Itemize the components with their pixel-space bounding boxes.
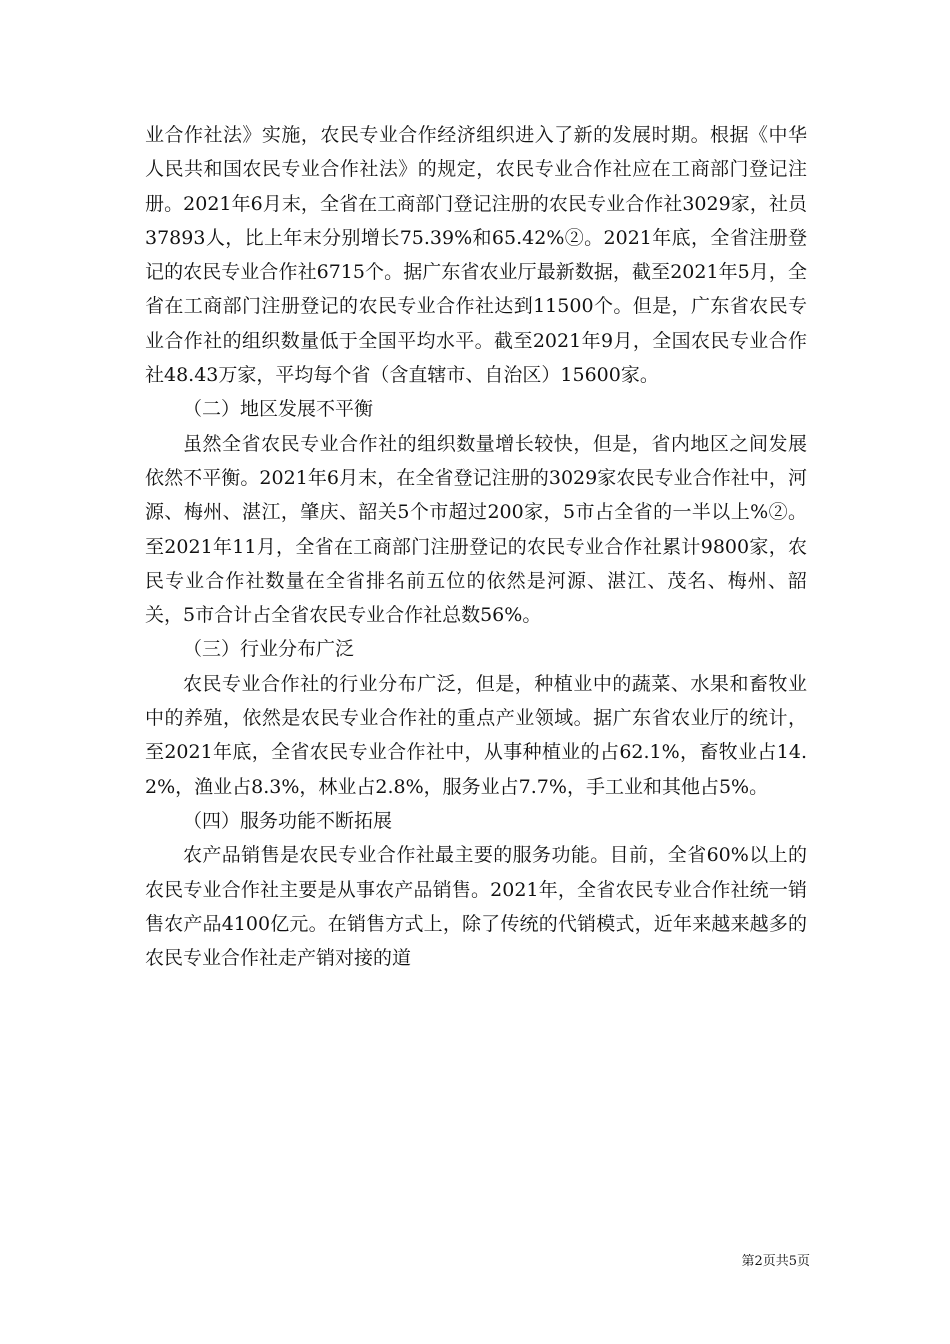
section-heading-4: （四）服务功能不断拓展 — [183, 809, 393, 832]
section-heading-3: （三）行业分布广泛 — [183, 638, 355, 661]
paragraph-industry: 农民专业合作社的行业分布广泛，但是，种植业中的蔬菜、水果和畜牧业中的养殖，依然是农民专业合作社的重点产业领域。据广东省农业厅的统计，至2021年底，全省农民专业合作社中，从事种植业的占62.1%，畜牧业占14.2%，渔业占8.3%，林业占2.8%，服务业占7.7%，手工业和其他占5%。 — [145, 672, 807, 798]
paragraph-regional: 虽然全省农民专业合作社的组织数量增长较快，但是，省内地区之间发展依然不平衡。2021年6月末，在全省登记注册的3029家农民专业合作社中，河源、梅州、湛江，肇庆、韶关5个市超过200家，5市占全省的一半以上%②。至2021年11月，全省在工商部门注册登记的农民专业合作社累计9800家，农民专业合作社数量在全省排名前五位的依然是河源、湛江、茂名、梅州、韶关，5市合计占全省农民专业合作社总数56%。 — [145, 432, 807, 627]
page-number-footer: 第2页共5页 — [741, 1254, 810, 1269]
paragraph-services: 农产品销售是农民专业合作社最主要的服务功能。目前，全省60%以上的农民专业合作社主要是从事农产品销售。2021年，全省农民专业合作社统一销售农产品4100亿元。在销售方式上，除了传统的代销模式，近年来越来越多的农民专业合作社走产销对接的道 — [145, 844, 807, 970]
document-page — [145, 118, 807, 975]
paragraph-continuation: 业合作社法》实施，农民专业合作经济组织进入了新的发展时期。根据《中华人民共和国农民专业合作社法》的规定，农民专业合作社应在工商部门登记注册。2021年6月末，全省在工商部门登记注册的农民专业合作社3029家，社员37893人，比上年末分别增长75.39%和65.42%②。2021年底，全省注册登记的农民专业合作社6715个。据广东省农业厅最新数据，截至2021年5月，全省在工商部门注册登记的农民专业合作社达到11500个。但是，广东省农民专业合作社的组织数量低于全国平均水平。截至2021年9月，全国农民专业合作社48.43万家，平均每个省（含直辖市、自治区）15600家。 — [145, 124, 807, 387]
section-heading-2: （二）地区发展不平衡 — [183, 398, 374, 421]
